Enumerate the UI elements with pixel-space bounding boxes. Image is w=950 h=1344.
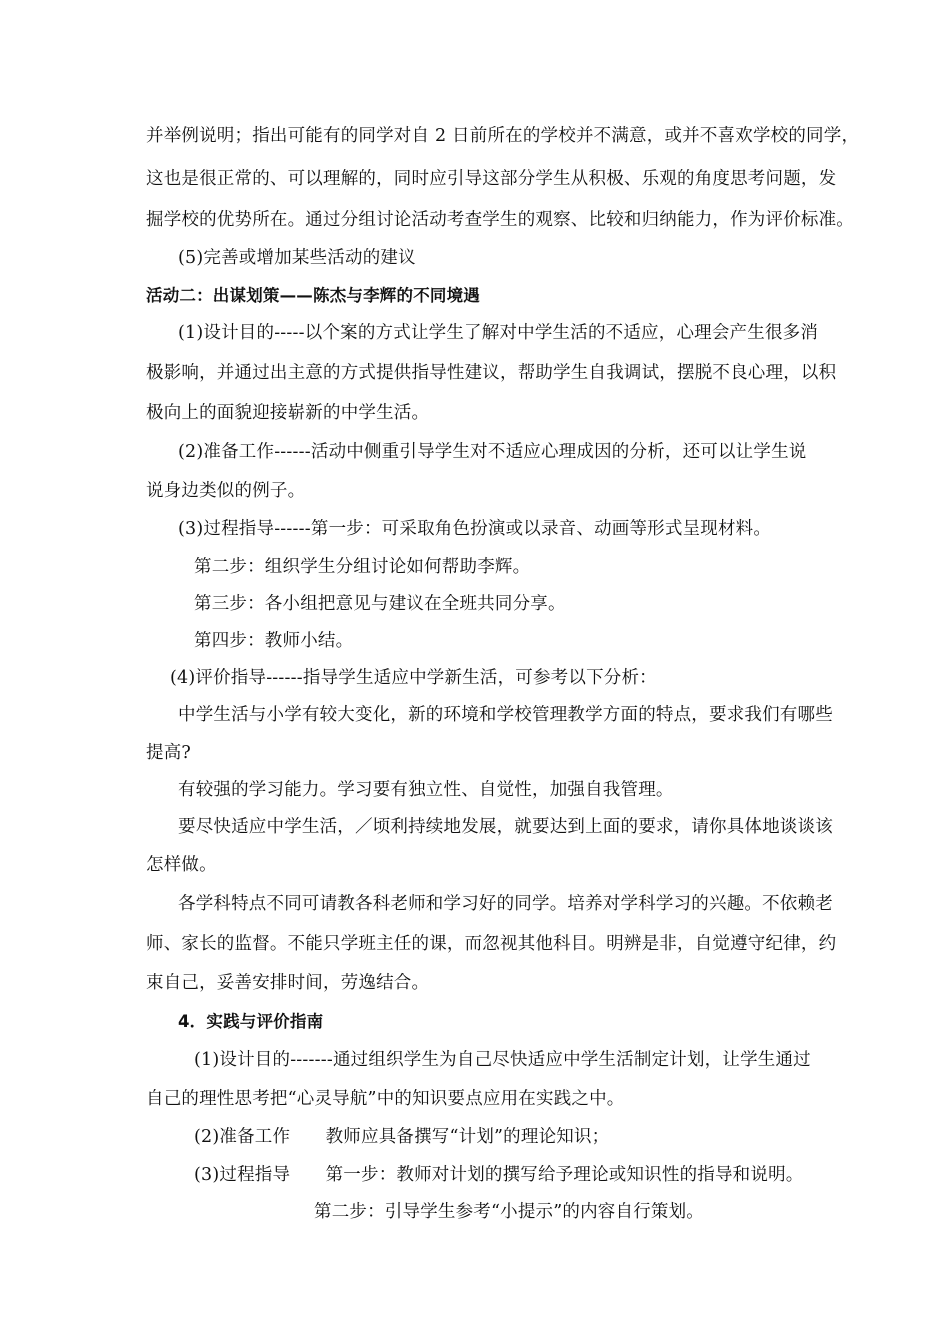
paragraph-line: 掘学校的优势所在。通过分组讨论活动考查学生的观察、比较和归纳能力，作为评价标准。 [146,210,854,230]
paragraph-line: 束自己，妥善安排时间，劳逸结合。 [146,973,430,993]
paragraph-line: 怎样做。 [146,855,217,875]
step-line: 第二步：组织学生分组讨论如何帮助李辉。 [194,557,531,577]
paragraph-line: 说身边类似的例子。 [146,481,306,501]
step-line: 第二步：引导学生参考“小提示”的内容自行策划。 [314,1202,704,1222]
paragraph-line: (3)过程指导------第一步：可采取角色扮演或以录音、动画等形式呈现材料。 [178,519,772,539]
paragraph-line: (2)准备工作 教师应具备撰写“计划”的理论知识； [194,1127,610,1147]
paragraph-line: (2)准备工作------活动中侧重引导学生对不适应心理成因的分析，还可以让学生说 [178,442,807,462]
section-heading: 4．实践与评价指南 [178,1012,324,1031]
paragraph-line: 自己的理性思考把“心灵导航”中的知识要点应用在实践之中。 [146,1089,625,1109]
paragraph-line: 极向上的面貌迎接崭新的中学生活。 [146,403,430,423]
paragraph-line: 师、家长的监督。不能只学班主任的课，而忽视其他科目。明辨是非，自觉遵守纪律，约 [146,934,837,954]
paragraph-line: 要尽快适应中学生活，／顷利持续地发展，就要达到上面的要求，请你具体地谈谈该 [178,817,833,837]
paragraph-line: 中学生活与小学有较大变化，新的环境和学校管理教学方面的特点，要求我们有哪些 [178,705,833,725]
paragraph-line: (1)设计目的-----以个案的方式让学生了解对中学生活的不适应，心理会产生很多消 [178,323,819,343]
step-line: 第三步：各小组把意见与建议在全班共同分享。 [194,594,566,614]
paragraph-line: (4)评价指导------指导学生适应中学新生活，可参考以下分析： [170,668,657,688]
paragraph-line: (1)设计目的-------通过组织学生为自己尽快适应中学生活制定计划，让学生通过 [194,1050,811,1070]
paragraph-line: 各学科特点不同可请教各科老师和学习好的同学。培养对学科学习的兴趣。不依赖老 [178,894,833,914]
paragraph-line: 有较强的学习能力。学习要有独立性、自觉性，加强自我管理。 [178,780,674,800]
step-line: 第四步：教师小结。 [194,631,354,651]
paragraph-line: 并举例说明；指出可能有的同学对自 2 日前所在的学校并不满意，或并不喜欢学校的同学， [146,126,860,146]
section-item: (5)完善或增加某些活动的建议 [178,248,416,268]
activity-heading: 活动二：出谋划策——陈杰与李辉的不同境遇 [146,286,480,305]
paragraph-line: (3)过程指导 第一步：教师对计划的撰写给予理论或知识性的指导和说明。 [194,1165,804,1185]
paragraph-line: 极影响，并通过出主意的方式提供指导性建议，帮助学生自我调试，摆脱不良心理，以积 [146,363,837,383]
paragraph-line: 这也是很正常的、可以理解的，同时应引导这部分学生从积极、乐观的角度思考问题，发 [146,169,837,189]
paragraph-line: 提高? [146,743,191,763]
